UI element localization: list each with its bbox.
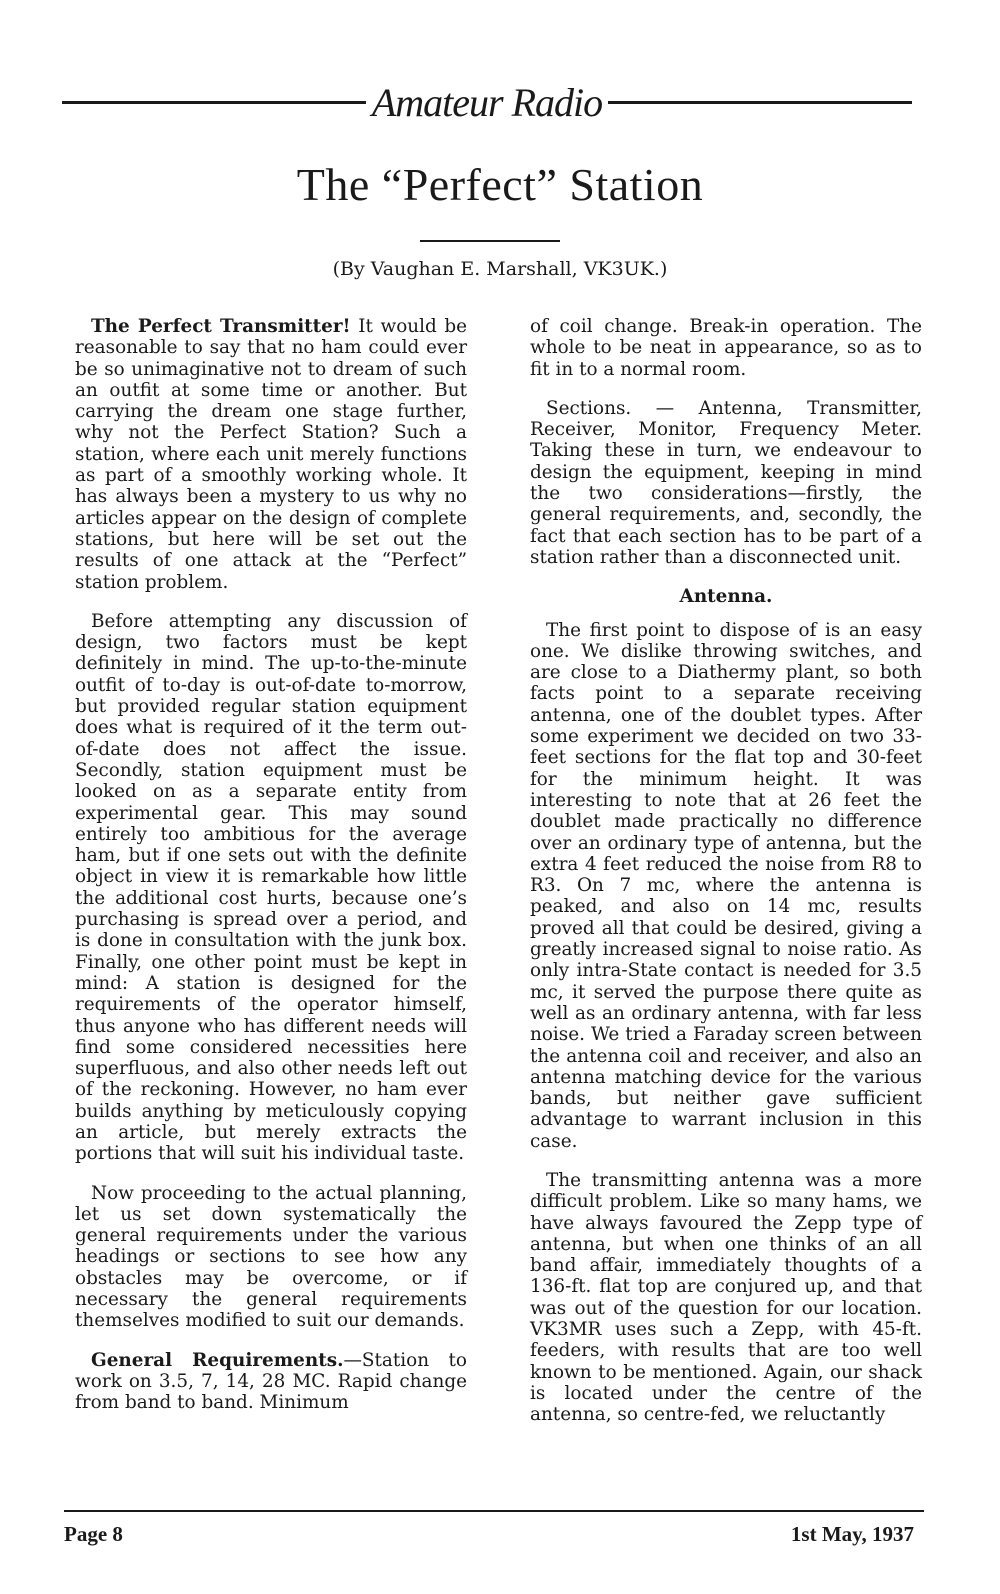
title-divider	[420, 240, 560, 242]
paragraph: The transmitting antenna was a more difficult problem. Like so many hams, we have always favoured the Zepp type of antenna, but when one thinks of an all band affair, immediately thoughts of a 136-ft. flat top are conjured up, and that was out of the question for our location. VK3MR uses such a Zepp, with 45-ft. feeders, with results that are too well known to be mentioned. Again, our shack is located under the centre of the antenna, so centre-fed, we reluctantly	[530, 1169, 922, 1426]
issue-date: 1st May, 1937	[790, 1522, 914, 1546]
paragraph	[75, 316, 467, 593]
article-title: The “Perfect” Station	[296, 159, 704, 210]
section-heading-antenna: Antenna.	[679, 586, 773, 608]
paragraph-lead: General Requirements.	[91, 1349, 344, 1371]
masthead-rule-right	[608, 101, 912, 104]
paragraph: Before attempting any discussion of design, two factors must be kept definitely in mind. The up-to-the-minute outfit of to-day is out-of-date to-morrow, but provided regular station equipment does what is required of it the term out-of-date does not affect the issue. Secondly, station equipment must be looked on as a separate entity from experimental gear. This may sound entirely too ambitious for the average ham, but if one sets out with the definite object in view it is remarkable how little the additional cost hurts, because one’s purchasing is spread over a period, and is done in consultation with the junk box. Finally, one other point must be kept in mind: A station is designed for the requirements of the operator himself, thus anyone who has different needs will find some considered necessities here superfluous, and also other needs left out of the reckoning. However, no ham ever builds anything by meticulously copying an article, but merely extracts the portions that will suit his individual taste.	[75, 610, 467, 1165]
paragraph: of coil change. Break-in operation. The whole to be neat in appearance, so as to fit in to a normal room.	[530, 316, 922, 380]
paragraph	[75, 1350, 467, 1414]
article-byline: (By Vaughan E. Marshall, VK3UK.)	[332, 258, 668, 280]
paragraph-lead: Sections.	[546, 397, 632, 419]
paragraph-text: — Antenna, Transmitter, Receiver, Monitor, Frequency Meter. Taking these in turn, we endeavour to design the equipment, keeping in mind the two considerations—firstly, the general requirements, and, secondly, the fact that each section has to be part of a station rather than a disconnected unit.	[530, 397, 922, 568]
paragraph: The first point to dispose of is an easy one. We dislike throwing switches, and are close to a Diathermy plant, so both facts point to a separate receiving antenna, one of the doublet types. After some experiment we decided on two 33-feet sections for the flat top and 30-feet for the minimum height. It was interesting to note that at 26 feet the doublet made practically no difference over an ordinary type of antenna, but the extra 4 feet reduced the noise from R8 to R3. On 7 mc, where the antenna is peaked, and also on 14 mc, results proved all that could be desired, giving a greatly increased signal to noise ratio. As only intra-State contact is needed for 3.5 mc, it served the purpose there quite as well as an ordinary antenna, with far less noise. We tried a Faraday screen between the antenna coil and receiver, and also an antenna matching device for the various bands, but neither gave sufficient advantage to warrant inclusion in this case.	[530, 619, 922, 1152]
paragraph-text: —Station to work on 3.5, 7, 14, 28 MC. Rapid change from band to band. Minimum	[75, 1349, 467, 1414]
masthead-rule-left	[62, 101, 366, 104]
paragraph: Now proceeding to the actual planning, let us set down systematically the general requirements under the various headings or sections to see how any obstacles may be overcome, or if necessary the general requirements themselves modified to suit our demands.	[75, 1182, 467, 1332]
paragraph	[530, 398, 922, 568]
page-number: Page 8	[64, 1522, 123, 1546]
paragraph-text: It would be reasonable to say that no ham could ever be so unimaginative not to dream of such an outfit at some time or another. But carrying the dream one stage further, why not the Perfect Station? Such a station, where each unit merely functions as part of a smoothly working whole. It has always been a mystery to us why no articles appear on the design of complete stations, but here will be set out the results of one attack at the “Perfect” station problem.	[75, 316, 467, 593]
left-column	[75, 316, 467, 1432]
paragraph-lead: The Perfect Transmitter!	[91, 316, 351, 337]
footer-rule	[64, 1510, 924, 1512]
right-column	[530, 316, 922, 1444]
masthead	[62, 72, 912, 132]
masthead-title: Amateur Radio	[371, 79, 603, 125]
